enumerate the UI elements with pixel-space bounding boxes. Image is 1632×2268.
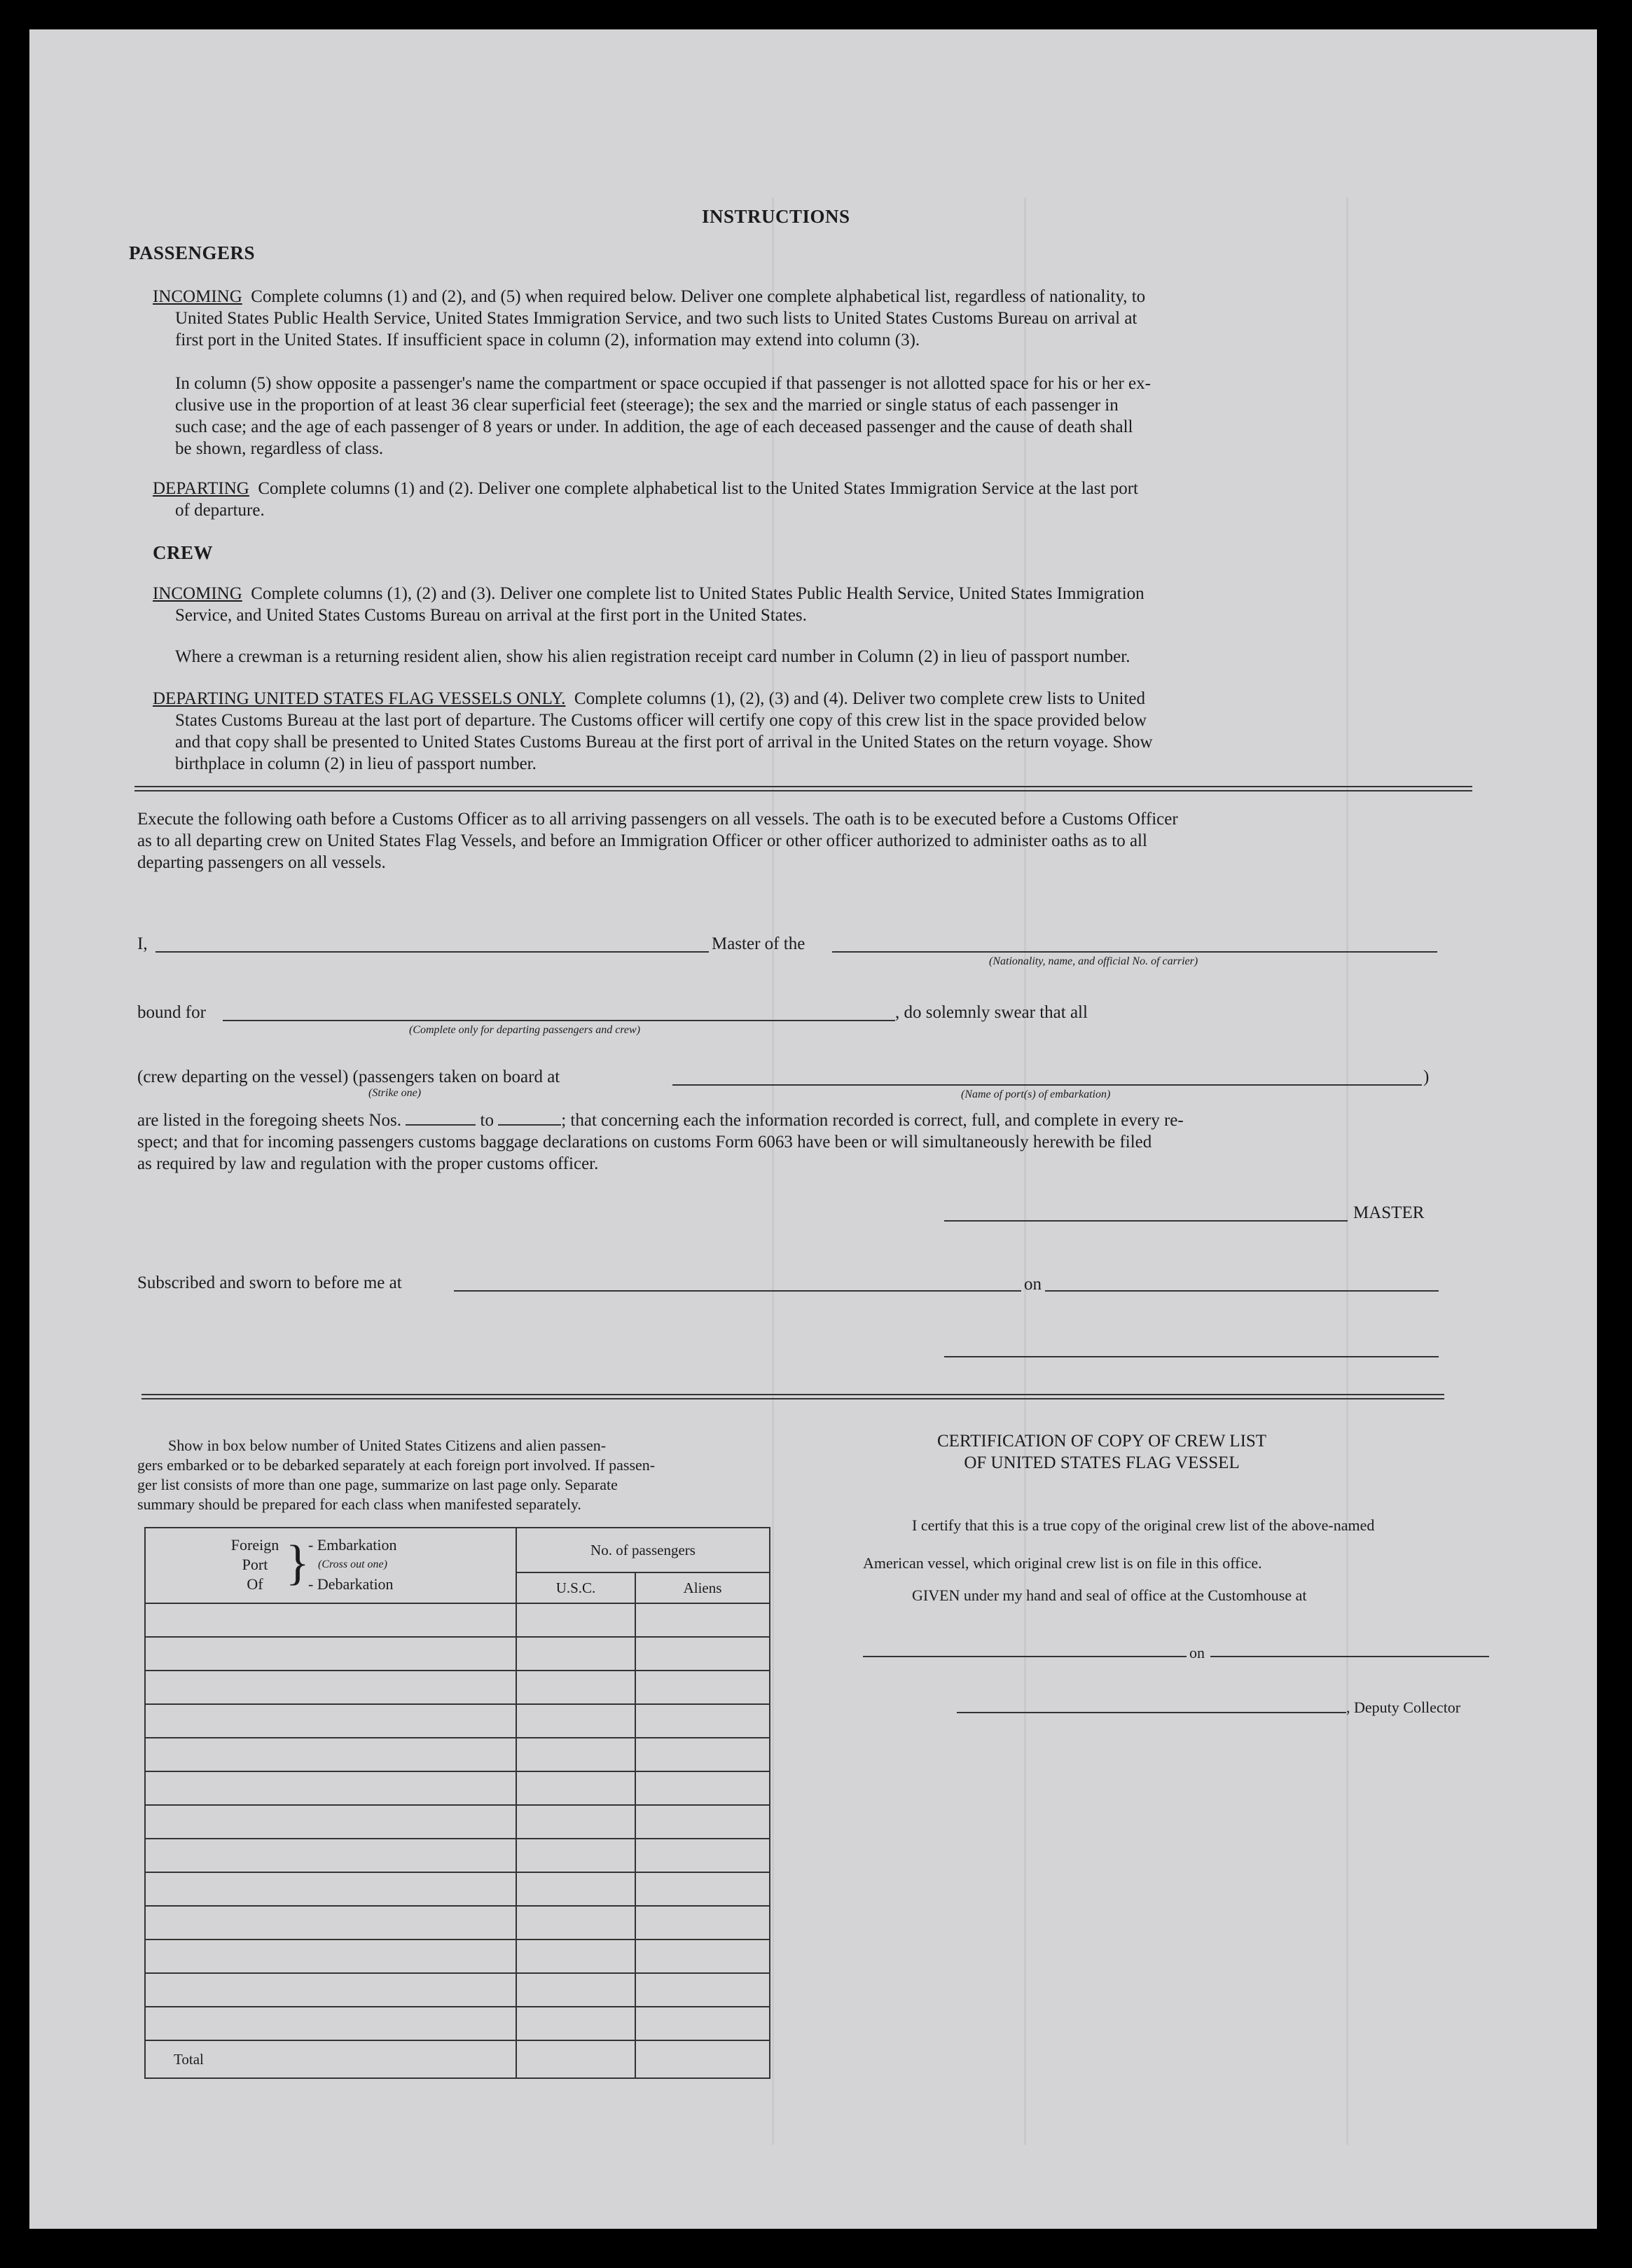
usc-cell[interactable] xyxy=(516,1839,635,1872)
port-cell[interactable] xyxy=(145,2007,516,2040)
port-cell[interactable] xyxy=(145,1603,516,1637)
incoming-text: United States Public Health Service, United States Immigration Service, and two such lists to United States Customs Bureau on arrival at xyxy=(175,309,1137,328)
no-passengers-header: No. of passengers xyxy=(516,1528,770,1572)
crew-heading: CREW xyxy=(153,542,214,563)
aliens-cell[interactable] xyxy=(635,1738,770,1771)
usc-cell[interactable] xyxy=(516,2007,635,2040)
aliens-cell[interactable] xyxy=(635,1704,770,1738)
aliens-cell[interactable] xyxy=(635,1671,770,1704)
certification-title xyxy=(937,1430,1266,1474)
listed-block xyxy=(137,1109,1468,1175)
aliens-total-cell[interactable] xyxy=(635,2040,770,2078)
section-divider xyxy=(134,786,1472,791)
passenger-summary-table xyxy=(144,1527,770,2079)
incoming-text: first port in the United States. If insufficient space in column (2), information may extend into column (3). xyxy=(175,331,920,350)
departing-label: DEPARTING xyxy=(153,479,249,498)
passengers-departing-block xyxy=(153,478,1448,521)
crew-incoming-text: Service, and United States Customs Bureau on arrival at the first port in the United States. xyxy=(175,606,807,625)
passengers-incoming-block xyxy=(153,286,1448,351)
aliens-cell[interactable] xyxy=(635,1906,770,1939)
summary-instructions xyxy=(137,1436,796,1514)
listed-to: to xyxy=(480,1111,494,1130)
usc-cell[interactable] xyxy=(516,1637,635,1671)
deputy-signature-field[interactable] xyxy=(957,1712,1346,1713)
aliens-cell[interactable] xyxy=(635,1939,770,1973)
certify-date-field[interactable] xyxy=(1210,1656,1489,1657)
summary-text: Show in box below number of United States Citizens and alien passen- xyxy=(168,1437,607,1454)
usc-total-cell[interactable] xyxy=(516,2040,635,2078)
aliens-cell[interactable] xyxy=(635,1872,770,1906)
usc-cell[interactable] xyxy=(516,1671,635,1704)
usc-cell[interactable] xyxy=(516,1872,635,1906)
certification-title-line: OF UNITED STATES FLAG VESSEL xyxy=(964,1453,1240,1472)
table-row xyxy=(145,1805,770,1839)
subscribed-label: Subscribed and sworn to before me at xyxy=(137,1273,402,1292)
usc-cell[interactable] xyxy=(516,1704,635,1738)
embarkation-port-field[interactable] xyxy=(672,1084,1422,1086)
col5-text: clusive use in the proportion of at least 36 clear superficial feet (steerage); the sex and the married or single status of each passenger in xyxy=(175,396,1119,415)
port-cell[interactable] xyxy=(145,1637,516,1671)
usc-cell[interactable] xyxy=(516,1805,635,1839)
flag-vessels-block xyxy=(153,688,1448,775)
aliens-cell[interactable] xyxy=(635,1839,770,1872)
carrier-field[interactable] xyxy=(832,951,1437,953)
port-cell[interactable] xyxy=(145,1671,516,1704)
listed-text: as required by law and regulation with the proper customs officer. xyxy=(137,1154,599,1173)
aliens-cell[interactable] xyxy=(635,1603,770,1637)
incoming-label: INCOMING xyxy=(153,287,242,306)
summary-text: gers embarked or to be debarked separately at each foreign port involved. If passen- xyxy=(137,1456,656,1474)
aliens-cell[interactable] xyxy=(635,1805,770,1839)
table-row xyxy=(145,1906,770,1939)
aliens-cell[interactable] xyxy=(635,1771,770,1805)
flag-text: and that copy shall be presented to United States Customs Bureau at the first port of arrival in the United States on the return voyage. Show xyxy=(175,733,1153,752)
oath-intro xyxy=(137,808,1468,873)
table-row xyxy=(145,1637,770,1671)
summary-text: ger list consists of more than one page, summarize on last page only. Separate xyxy=(137,1476,618,1493)
flag-text: birthplace in column (2) in lieu of passport number. xyxy=(175,754,537,773)
sworn-place-field[interactable] xyxy=(454,1290,1021,1292)
flag-text: States Customs Bureau at the last port of departure. The Customs officer will certify one copy of this crew list in the space provided below xyxy=(175,711,1147,730)
certify-block xyxy=(863,1516,1493,1605)
embarkation-option[interactable]: - Embarkation xyxy=(308,1536,397,1554)
departing-text: Complete columns (1) and (2). Deliver one complete alphabetical list to the United States Immigration Service at the last port xyxy=(258,479,1138,498)
col5-text: In column (5) show opposite a passenger's name the compartment or space occupied if that passenger is not allotted space for his or her ex- xyxy=(175,374,1151,393)
customhouse-field[interactable] xyxy=(863,1656,1187,1657)
port-cell[interactable] xyxy=(145,1872,516,1906)
port-cell[interactable] xyxy=(145,1939,516,1973)
crew-incoming-block xyxy=(153,583,1448,626)
table-row xyxy=(145,1973,770,2007)
usc-cell[interactable] xyxy=(516,1939,635,1973)
incoming-text: Complete columns (1) and (2), and (5) when required below. Deliver one complete alphabetical list, regardless of nationality, to xyxy=(251,287,1146,306)
table-row xyxy=(145,1771,770,1805)
port-cell[interactable] xyxy=(145,1973,516,2007)
sworn-on-label: on xyxy=(1024,1275,1042,1294)
debarkation-option[interactable]: - Debarkation xyxy=(308,1575,394,1593)
port-cell[interactable] xyxy=(145,1738,516,1771)
port-cell[interactable] xyxy=(145,1839,516,1872)
cross-out-caption: (Cross out one) xyxy=(318,1558,387,1570)
of-label: Of xyxy=(247,1575,263,1593)
foreign-label: Foreign xyxy=(230,1536,279,1554)
aliens-cell[interactable] xyxy=(635,1637,770,1671)
master-signature-field[interactable] xyxy=(944,1220,1348,1222)
certify-text: American vessel, which original crew list is on file in this office. xyxy=(863,1554,1262,1572)
usc-cell[interactable] xyxy=(516,1906,635,1939)
crew-departing-text: (crew departing on the vessel) (passengers taken on board at xyxy=(137,1067,560,1086)
port-label: Port xyxy=(242,1556,268,1573)
officer-signature-field[interactable] xyxy=(944,1356,1439,1357)
listed-text: spect; and that for incoming passengers customs baggage declarations on customs Form 6063 have been or will simultaneously herewith be filed xyxy=(137,1133,1152,1152)
brace-icon: } xyxy=(286,1536,310,1590)
certify-on-label: on xyxy=(1189,1644,1205,1661)
total-label: Total xyxy=(145,2040,516,2078)
bound-for-field[interactable] xyxy=(223,1020,895,1021)
ports-caption: (Name of port(s) of embarkation) xyxy=(961,1088,1111,1100)
column5-block xyxy=(175,373,1450,459)
certification-title-line: CERTIFICATION OF COPY OF CREW LIST xyxy=(937,1432,1267,1451)
listed-text: ; that concerning each the information recorded is correct, full, and complete in every re- xyxy=(561,1111,1184,1130)
oath-intro-text: Execute the following oath before a Customs Officer as to all arriving passengers on all vessels. The oath is to be executed before a Customs Officer xyxy=(137,810,1178,829)
table-row xyxy=(145,1603,770,1637)
oath-intro-text: departing passengers on all vessels. xyxy=(137,853,386,872)
page-title: INSTRUCTIONS xyxy=(702,206,850,227)
table-row xyxy=(145,1704,770,1738)
bound-for-label: bound for xyxy=(137,1003,206,1022)
given-text: GIVEN under my hand and seal of office at the Customhouse at xyxy=(912,1586,1307,1604)
table-row xyxy=(145,1839,770,1872)
crew-incoming-label: INCOMING xyxy=(153,584,242,603)
close-paren: ) xyxy=(1423,1067,1430,1086)
table-row xyxy=(145,2007,770,2040)
total-row xyxy=(145,2040,770,2078)
usc-header: U.S.C. xyxy=(516,1572,635,1603)
aliens-header: Aliens xyxy=(635,1572,770,1603)
i-label: I, xyxy=(137,934,148,953)
summary-text: summary should be prepared for each class when manifested separately. xyxy=(137,1495,581,1513)
table-row xyxy=(145,1671,770,1704)
master-label: MASTER xyxy=(1353,1203,1425,1222)
sworn-date-field[interactable] xyxy=(1045,1290,1439,1292)
listed-text: are listed in the foregoing sheets Nos. xyxy=(137,1111,401,1130)
resident-alien-text: Where a crewman is a returning resident alien, show his alien registration receipt card number in Column (2) in lieu of passport number. xyxy=(175,647,1130,666)
col5-text: such case; and the age of each passenger of 8 years or under. In addition, the age of each deceased passenger and the cause of death shall xyxy=(175,417,1133,436)
usc-cell[interactable] xyxy=(516,1603,635,1637)
flag-vessels-label: DEPARTING UNITED STATES FLAG VESSELS ONLY. xyxy=(153,689,566,708)
oath-intro-text: as to all departing crew on United States Flag Vessels, and before an Immigration Officer or other officer authorized to administer oaths as to all xyxy=(137,831,1147,850)
port-cell[interactable] xyxy=(145,1704,516,1738)
table-row xyxy=(145,1738,770,1771)
table-row xyxy=(145,1939,770,1973)
sheet-to-field[interactable] xyxy=(498,1124,561,1126)
sheet-from-field[interactable] xyxy=(406,1124,476,1126)
section-divider xyxy=(141,1394,1444,1399)
usc-cell[interactable] xyxy=(516,1771,635,1805)
aliens-cell[interactable] xyxy=(635,1973,770,2007)
nationality-caption: (Nationality, name, and official No. of carrier) xyxy=(989,955,1198,967)
usc-cell[interactable] xyxy=(516,1738,635,1771)
master-name-field[interactable] xyxy=(155,951,709,953)
departing-text: of departure. xyxy=(175,501,265,520)
aliens-cell[interactable] xyxy=(635,2007,770,2040)
flag-text: Complete columns (1), (2), (3) and (4). Deliver two complete crew lists to United xyxy=(574,689,1145,708)
deputy-collector-label: , Deputy Collector xyxy=(1346,1699,1461,1716)
certify-text: I certify that this is a true copy of the original crew list of the above-named xyxy=(912,1516,1375,1534)
port-cell[interactable] xyxy=(145,1805,516,1839)
bound-caption: (Complete only for departing passengers and crew) xyxy=(409,1024,641,1036)
form-page xyxy=(29,29,1597,2229)
usc-cell[interactable] xyxy=(516,1973,635,2007)
col5-text: be shown, regardless of class. xyxy=(175,439,384,458)
passengers-heading: PASSENGERS xyxy=(129,242,256,263)
port-header-cell xyxy=(145,1528,516,1603)
port-cell[interactable] xyxy=(145,1906,516,1939)
port-cell[interactable] xyxy=(145,1771,516,1805)
strike-one-caption: (Strike one) xyxy=(368,1087,422,1099)
master-of-label: Master of the xyxy=(712,934,805,953)
crew-incoming-text: Complete columns (1), (2) and (3). Deliver one complete list to United States Public Health Service, United States Immigration xyxy=(251,584,1145,603)
swear-text: , do solemnly swear that all xyxy=(895,1003,1088,1022)
table-row xyxy=(145,1872,770,1906)
